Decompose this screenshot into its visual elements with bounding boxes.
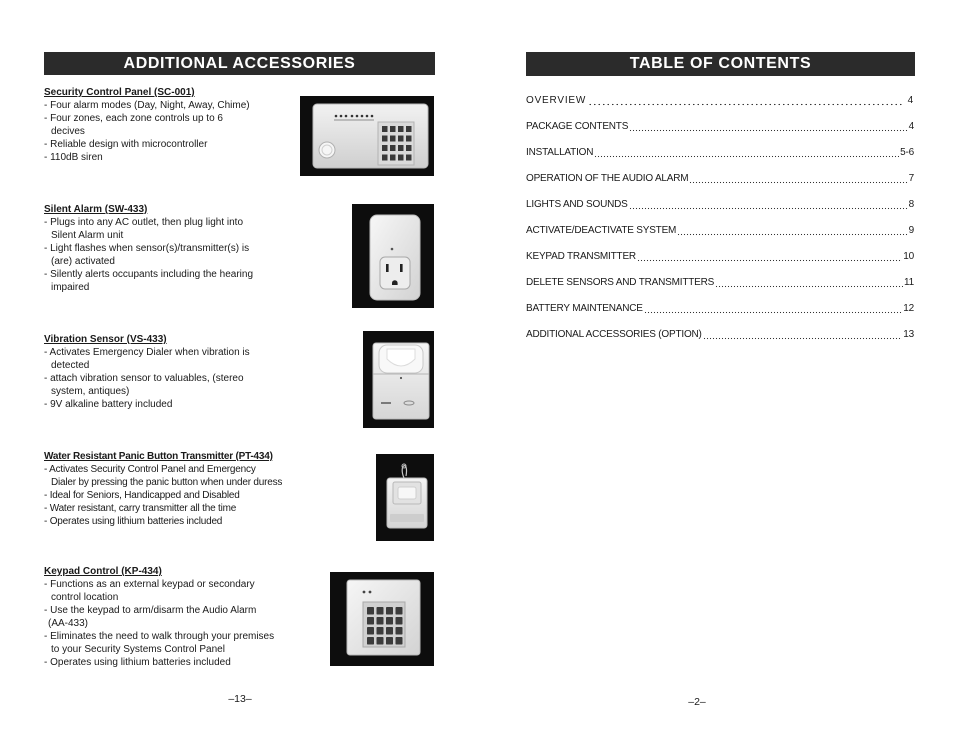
- panic-button-transmitter-photo: [376, 454, 434, 541]
- toc-entry-label: BATTERY MAINTENANCE: [526, 303, 643, 314]
- toc-dot-leader: [637, 250, 902, 263]
- toc-entry-label: LIGHTS AND SOUNDS: [526, 199, 628, 210]
- section-title: Keypad Control (KP-434): [44, 566, 162, 577]
- bullet-line: - Ideal for Seniors, Handicapped and Disabled: [44, 490, 240, 501]
- bullet-line: - Silently alerts occupants including the hearing: [44, 269, 254, 280]
- toc-entry-page: 4: [907, 95, 914, 106]
- section-keypad-control: [44, 565, 274, 669]
- toc-entry-label: ACTIVATE/DEACTIVATE SYSTEM: [526, 225, 677, 236]
- toc-entry-page: 4: [908, 121, 914, 132]
- toc-entry-page: 5-6: [900, 147, 914, 158]
- toc-entry-label: INSTALLATION: [526, 147, 594, 158]
- toc-entry-page: 10: [903, 251, 914, 262]
- section-title: Security Control Panel (SC-001): [44, 87, 195, 98]
- bullet-line: - Four alarm modes (Day, Night, Away, Chime): [44, 100, 250, 111]
- toc-entry: [526, 302, 914, 328]
- toc-entry-page: 8: [908, 199, 914, 210]
- toc-entry-page: 9: [908, 225, 914, 236]
- bullet-line: - 110dB siren: [44, 152, 103, 163]
- toc-entry: [526, 94, 914, 120]
- bullet-line: - Functions as an external keypad or secondary: [44, 579, 255, 590]
- bullet-line: - Activates Security Control Panel and Emergency: [44, 464, 256, 475]
- bullet-line: control location: [51, 592, 119, 603]
- toc-entry: [526, 224, 914, 250]
- bullet-line: - Reliable design with microcontroller: [44, 139, 208, 150]
- toc-entry-page: 11: [904, 277, 914, 288]
- toc-entry-label: KEYPAD TRANSMITTER: [526, 251, 636, 262]
- section-title: Vibration Sensor (VS-433): [44, 334, 167, 345]
- toc-dot-leader: [689, 172, 907, 185]
- section-title: Water Resistant Panic Button Transmitter (PT-434): [44, 451, 273, 462]
- toc-entry-label: ADDITIONAL ACCESSORIES (OPTION): [526, 329, 702, 340]
- bullet-line: (are) activated: [51, 256, 115, 267]
- toc-dot-leader: [629, 120, 907, 133]
- right-page-number: –2–: [688, 696, 706, 708]
- bullet-line: - Water resistant, carry transmitter all the time: [44, 503, 237, 514]
- toc-dot-leader: [588, 94, 904, 107]
- table-of-contents: [526, 94, 914, 354]
- toc-entry-label: OVERVIEW: [526, 95, 587, 106]
- toc-entry: [526, 146, 914, 172]
- bullet-line: - Use the keypad to arm/disarm the Audio Alarm: [44, 605, 257, 616]
- section-panic-button-transmitter: [44, 450, 282, 528]
- bullet-line: (AA-433): [48, 618, 89, 629]
- toc-entry: [526, 328, 914, 354]
- bullet-line: Dialer by pressing the panic button when under duress: [51, 477, 283, 488]
- toc-entry-page: 7: [908, 173, 914, 184]
- section-vibration-sensor: [44, 333, 250, 411]
- bullet-line: detected: [51, 360, 90, 371]
- keypad-control-photo: [330, 572, 434, 666]
- section-silent-alarm: [44, 203, 253, 294]
- toc-entry: [526, 250, 914, 276]
- toc-entry: [526, 276, 914, 302]
- toc-entry: [526, 120, 914, 146]
- left-page-header: ADDITIONAL ACCESSORIES: [44, 52, 435, 75]
- toc-dot-leader: [629, 198, 908, 211]
- bullet-line: - Activates Emergency Dialer when vibration is: [44, 347, 250, 358]
- toc-dot-leader: [703, 328, 903, 341]
- toc-dot-leader: [594, 146, 899, 159]
- vibration-sensor-photo: [363, 331, 434, 428]
- toc-entry-label: OPERATION OF THE AUDIO ALARM: [526, 173, 689, 184]
- bullet-line: to your Security Systems Control Panel: [51, 644, 225, 655]
- toc-dot-leader: [715, 276, 903, 289]
- bullet-line: - Eliminates the need to walk through your premises: [44, 631, 275, 642]
- left-page-number: –13–: [228, 693, 252, 705]
- toc-entry: [526, 198, 914, 224]
- section-title: Silent Alarm (SW-433): [44, 204, 148, 215]
- toc-dot-leader: [644, 302, 902, 315]
- bullet-line: - 9V alkaline battery included: [44, 399, 173, 410]
- bullet-line: - Light flashes when sensor(s)/transmitter(s) is: [44, 243, 250, 254]
- silent-alarm-photo: [352, 204, 434, 308]
- section-security-control-panel: [44, 86, 250, 164]
- bullet-line: - Plugs into any AC outlet, then plug light into: [44, 217, 244, 228]
- security-control-panel-photo: [300, 96, 434, 176]
- bullet-line: - attach vibration sensor to valuables, (stereo: [44, 373, 244, 384]
- toc-entry-page: 13: [903, 329, 914, 340]
- bullet-line: impaired: [51, 282, 90, 293]
- right-page-header: TABLE OF CONTENTS: [526, 52, 915, 76]
- toc-entry: [526, 172, 914, 198]
- bullet-line: - Operates using lithium batteries included: [44, 516, 223, 527]
- bullet-line: system, antiques): [51, 386, 130, 397]
- bullet-line: - Four zones, each zone controls up to 6: [44, 113, 223, 124]
- toc-entry-label: PACKAGE CONTENTS: [526, 121, 629, 132]
- toc-entry-label: DELETE SENSORS AND TRANSMITTERS: [526, 277, 715, 288]
- bullet-line: decives: [51, 126, 85, 137]
- toc-dot-leader: [677, 224, 907, 237]
- bullet-line: Silent Alarm unit: [51, 230, 124, 241]
- bullet-line: - Operates using lithium batteries included: [44, 657, 231, 668]
- toc-entry-page: 12: [903, 303, 914, 314]
